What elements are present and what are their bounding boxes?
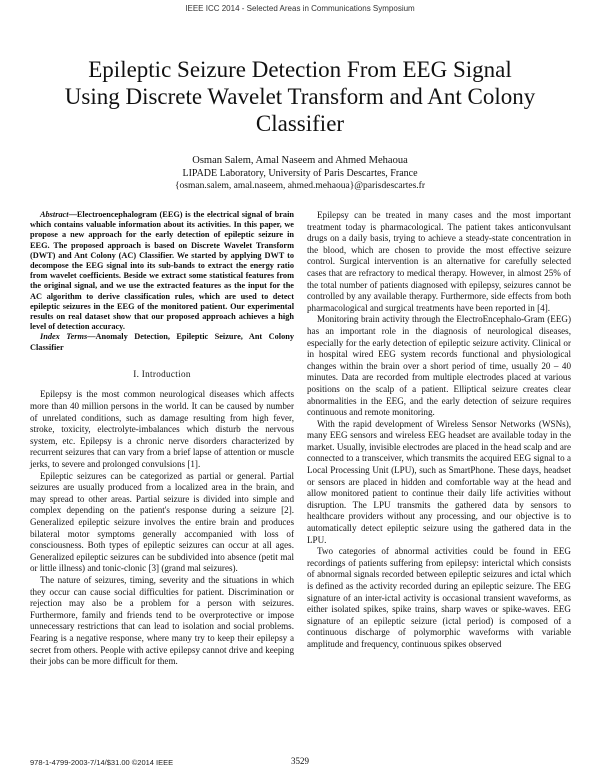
right-paragraph: Monitoring brain activity through the ElectroEncephalo-Gram (EEG) has an important role in the diagnosis of neurological diseases, especially for the early detection of epileptic seizure activity. Clinical or in hospital wired EEG system records functional and physiological changes within the brain over a short period of time, usually 20 – 40 minutes. Data are recorded from multiple electrodes placed at various positions on the scalp of a patient. Elliptical seizure creates clear abnormalities in the EEG, and the early detection of seizure requires continuous and remote monitoring.: [307, 314, 571, 418]
right-column: [307, 210, 571, 651]
left-paragraph: The nature of seizures, timing, severity and the situations in which they occur can cause social difficulties for patient. Discrimination or rejection may also be a problem for a person with seizures. Furthermore, family and friends tend to be overprotective or impose unnecessary restrictions that can lead to isolation and social problems. Fearing is a negative response, where many try to keep their epilepsy a secret from others. People with active epilepsy cannot drive and keeping their jobs can be more difficult for them.: [30, 574, 294, 667]
right-paragraph: With the rapid development of Wireless Sensor Networks (WSNs), many EEG sensors and wireless EEG headset are available today in the market. Usually, invisible electrodes are placed in the head scalp and are connected to a transceiver, which transmits the acquired EEG signal to a Local Processing Unit (LPU), such as SmartPhone. These days, headset or sensors are placed in hidden and comfortable way at the head and allow monitored patient to continue their daily life activities without disruption. The LPU transmits the gathered data by sensors to healthcare providers without any processing, and our objective is to automatically detect epileptic seizure using the gathered data in the LPU.: [307, 418, 571, 545]
left-paragraph: Epileptic seizures can be categorized as partial or general. Partial seizures are usually produced from a localized area in the brain, and may spread to other areas. Partial seizure is divided into simple and complex depending on the patient's response during a seizure [2]. Generalized epileptic seizure involves the entire brain and produces bilateral motor symptoms generally accompanied with loss of consciousness. Both types of epileptic seizures can occur at all ages. Generalized epileptic seizures can be subdivided into absence (petit mal or little illness) and tonic-clonic [3] (grand mal seizures).: [30, 470, 294, 574]
author-emails[interactable]: {osman.salem, amal.naseem, ahmed.mehaoua}@parisdescartes.fr: [175, 181, 425, 191]
abstract-lead: Abstract: [40, 210, 69, 219]
section-heading-introduction: I. Introduction: [133, 368, 191, 379]
authors: Osman Salem, Amal Naseem and Ahmed Mehaoua: [192, 155, 408, 166]
index-terms-lead: Index Terms: [40, 332, 88, 342]
abstract: [30, 210, 294, 332]
page-number: 3529: [291, 756, 309, 766]
right-paragraph: Two categories of abnormal activities could be found in EEG recordings of patients suffering from epilepsy: interictal which consists of abnormal signals recorded between epileptic seizures and ictal which is defined as the activity recorded during an epileptic seizure. The EEG signature of an inter-ictal activity is occasional transient waveforms, as either isolated spikes, spike trains, sharp waves or spike-waves. EEG signature of an epileptic seizure (ictal period) is composed of a continuous discharge of polymorphic waveforms with variable amplitude and frequency, continuous spikes observed: [307, 546, 571, 649]
index-terms-text: —Anomaly Detection, Epileptic Seizure, Ant Colony Classifier: [30, 332, 295, 352]
index-terms: [30, 332, 294, 352]
copyright-notice: 978-1-4799-2003-7/14/$31.00 ©2014 IEEE: [30, 758, 174, 767]
title-line-2: Using Discrete Wavelet Transform and Ant Colony: [64, 84, 536, 109]
affiliation: LIPADE Laboratory, University of Paris Descartes, France: [182, 168, 418, 179]
paper-title: [40, 56, 560, 137]
title-line-1: Epileptic Seizure Detection From EEG Signal: [88, 57, 512, 82]
left-column: [30, 210, 294, 668]
running-head: IEEE ICC 2014 - Selected Areas in Communications Symposium: [185, 4, 415, 13]
abstract-text: —Electroencephalogram (EEG) is the electrical signal of brain which contains valuable information about its activities. In this paper, we propose a new approach for the early detection of epileptic seizure in EEG. The proposed approach is based on Discrete Wavelet Transform (DWT) and Ant Colony (AC) Classifier. We started by applying DWT to decompose the EEG signal into its sub-bands to extract the energy ratio from wavelet coefficients. Beside we extract some statistical features from the original signal, and we use the extracted features as the input for the AC algorithm to derive classification rules, which are used to detect epileptic seizures in the EEG of the monitored patient. Our experimental results on real dataset show that our proposed approach achieves a high level of detection accuracy.: [30, 210, 294, 332]
right-paragraph: Epilepsy can be treated in many cases and the most important treatment today is pharmacological. The patient takes anticonvulsant drugs on a daily basis, trying to achieve a steady-state concentration in the blood, which are chosen to provide the most effective seizure control. Surgical intervention is an alternative for carefully selected cases that are refractory to medical therapy. However, in almost 25% of the total number of patients diagnosed with epilepsy, seizures cannot be controlled by any available therapy. Furthermore, side effects from both pharmacological and surgical treatments have been reported in [4].: [307, 210, 571, 313]
left-paragraph: Epilepsy is the most common neurological diseases which affects more than 40 million persons in the world. It can be caused by number of unrelated conditions, such as damage resulting from high fever, stroke, toxicity, electrolyte-imbalances which disturb the nervous system, etc. Epilepsy is a chronic nerve disorders characterized by recurrent seizures that can vary from a brief lapse of attention or muscle jerks, to severe and prolonged convulsions [1].: [30, 389, 294, 469]
title-line-3: Classifier: [255, 111, 345, 136]
